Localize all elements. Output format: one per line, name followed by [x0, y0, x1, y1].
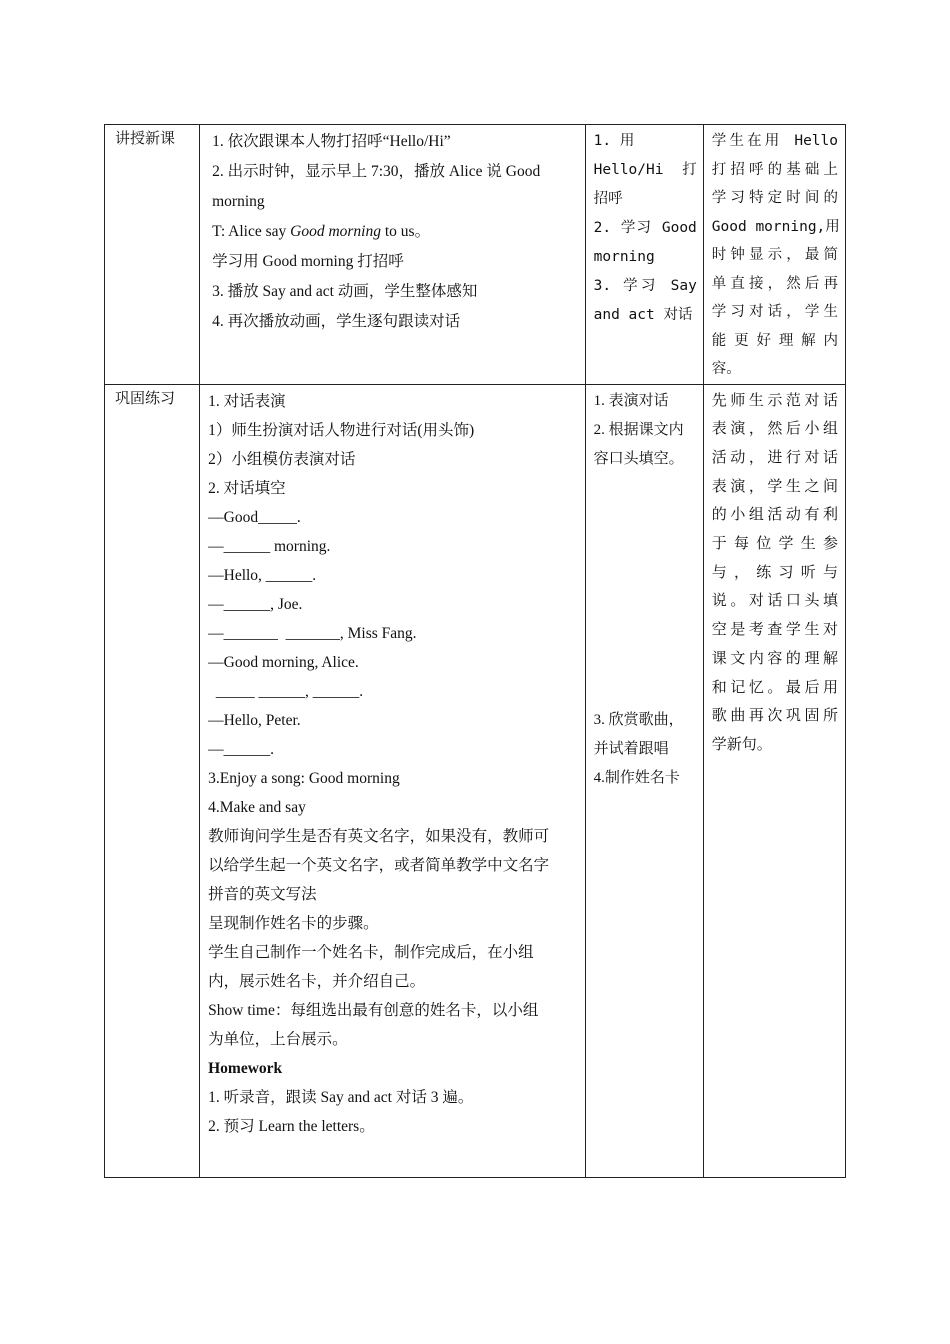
purpose-line: 空是考查学生对	[711, 622, 838, 639]
purpose-cell	[703, 384, 845, 1177]
purpose-line: 歌曲再次巩固所	[711, 708, 838, 725]
table-row	[105, 384, 846, 1177]
spacer	[594, 474, 697, 706]
student-line: 2. 学习 Good	[593, 220, 697, 236]
student-line: 并试着跟唱	[593, 740, 669, 757]
student-line: 1. 表演对话	[593, 392, 669, 409]
step-line: 内，展示姓名卡，并介绍自己。	[208, 972, 426, 990]
lesson-plan-table	[104, 124, 846, 1178]
purpose-line: 学新句。	[711, 736, 772, 753]
student-line: Hello/Hi 打	[593, 162, 697, 178]
homework-heading: Homework	[208, 1059, 283, 1077]
purpose-line: 能更好理解内	[711, 332, 838, 349]
student-line: and act 对话	[593, 307, 693, 323]
purpose-line: 打招呼的基础上	[711, 161, 838, 178]
step-line: 呈现制作姓名卡的步骤。	[208, 914, 379, 932]
stage-label: 巩固练习	[115, 390, 176, 407]
dialogue-line: —______, Joe.	[208, 595, 303, 613]
steps-cell	[200, 384, 586, 1177]
step-line: 4.Make and say	[208, 798, 306, 816]
stage-cell	[105, 384, 200, 1177]
dialogue-line: —______ morning.	[208, 537, 331, 555]
purpose-line: 说。对话口头填	[711, 593, 838, 610]
step-line	[212, 217, 579, 247]
purpose-line: 于每位学生参	[711, 536, 838, 553]
purpose-cell	[703, 125, 845, 385]
stage-label: 讲授新课	[115, 131, 176, 147]
purpose-line: 和记忆。最后用	[711, 679, 838, 696]
step-line: 学生自己制作一个姓名卡，制作完成后，在小组	[208, 943, 534, 961]
purpose-line: 活动，进行对话	[711, 449, 838, 466]
step-text: to us。	[380, 223, 431, 240]
stage-cell	[105, 125, 200, 385]
dialogue-line: _____ ______, ______.	[208, 682, 364, 700]
dialogue-line: —Hello, ______.	[208, 566, 317, 584]
step-line: 学习用 Good morning 打招呼	[212, 253, 404, 270]
purpose-line: 课文内容的理解	[711, 650, 838, 667]
dialogue-line: —Good_____.	[208, 508, 301, 526]
purpose-line: 单直接，然后再	[711, 275, 838, 292]
step-line: 以给学生起一个英文名字，或者简单教学中文名字	[208, 856, 550, 874]
student-line: 1. 用	[593, 133, 635, 149]
steps-cell	[200, 125, 586, 385]
purpose-line: 与，练习听与	[711, 564, 838, 581]
student-line: 3. 学习 Say	[593, 278, 697, 294]
step-line: 为单位，上台展示。	[208, 1030, 348, 1048]
homework-item: 2. 预习 Learn the letters。	[208, 1117, 375, 1135]
student-line: 容口头填空。	[593, 450, 684, 467]
step-line: Show time：每组选出最有创意的姓名卡，以小组	[208, 1001, 539, 1019]
student-line: 3. 欣赏歌曲，	[593, 711, 684, 728]
dialogue-line: —_______ _______, Miss Fang.	[208, 624, 417, 642]
step-line: 拼音的英文写法	[208, 885, 317, 903]
step-text: T: Alice say	[212, 223, 291, 240]
purpose-line: 表演，然后小组	[711, 421, 838, 438]
purpose-line: 学习对话，学生	[711, 304, 838, 320]
purpose-line: Good morning,用	[711, 218, 840, 235]
student-activity-cell	[585, 125, 703, 385]
student-line: 2. 根据课文内	[593, 421, 684, 438]
purpose-line: 表演，学生之间	[711, 478, 838, 495]
homework-item: 1. 听录音，跟读 Say and act 对话 3 遍。	[208, 1088, 474, 1106]
dialogue-line: —Hello, Peter.	[208, 711, 301, 729]
table-row	[105, 125, 846, 385]
dialogue-line: —Good morning, Alice.	[208, 653, 359, 671]
step-line: 1）师生扮演对话人物进行对话(用头饰)	[208, 421, 475, 439]
purpose-line: 时钟显示，最简	[711, 247, 838, 263]
step-line: 教师询问学生是否有英文名字，如果没有，教师可	[208, 827, 550, 845]
purpose-line: 容。	[711, 361, 741, 377]
student-activity-cell	[585, 384, 703, 1177]
step-line: 2）小组模仿表演对话	[208, 450, 356, 468]
step-line: 1. 对话表演	[208, 392, 286, 410]
step-line: 3. 播放 Say and act 动画，学生整体感知	[212, 283, 478, 300]
step-line: 4. 再次播放动画，学生逐句跟读对话	[212, 313, 461, 330]
step-line: 3.Enjoy a song: Good morning	[208, 769, 400, 787]
step-line: morning	[212, 193, 265, 210]
dialogue-line: —______.	[208, 740, 274, 758]
step-italic-text: Good morning	[290, 223, 381, 240]
purpose-line: 学生在用 Hello	[711, 133, 838, 149]
purpose-line: 的小组活动有利	[711, 507, 838, 524]
student-line: morning	[593, 249, 655, 265]
purpose-line: 先师生示范对话	[711, 392, 838, 409]
step-line: 2. 对话填空	[208, 479, 286, 497]
student-line: 4.制作姓名卡	[593, 769, 680, 786]
step-line: 1. 依次跟课本人物打招呼“Hello/Hi”	[212, 133, 451, 150]
step-line: 2. 出示时钟，显示早上 7:30，播放 Alice 说 Good	[212, 163, 541, 180]
student-line: 招呼	[593, 191, 623, 207]
purpose-line: 学习特定时间的	[711, 190, 838, 206]
